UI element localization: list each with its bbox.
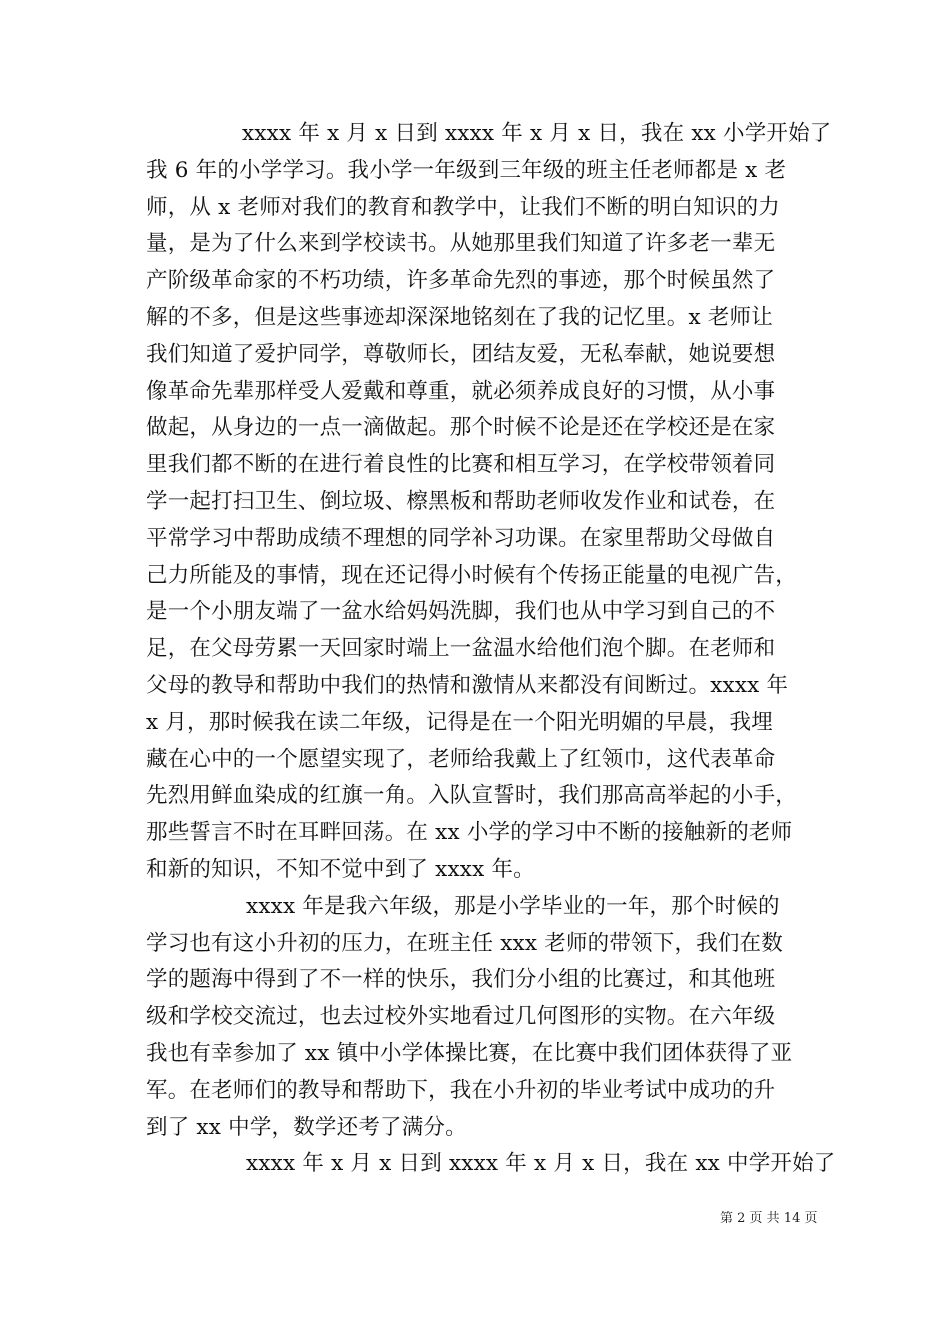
paragraph-3 <box>146 1146 836 1183</box>
text-line: 学习也有这小升初的压力，在班主任 xxx 老师的带领下，我们在数 <box>146 930 783 956</box>
text-line: 里我们都不断的在进行着良性的比赛和相互学习，在学校带领着同 <box>146 452 776 478</box>
page-number: 第 2 页 共 14 页 <box>720 1211 818 1226</box>
text-line: 师，从 x 老师对我们的教育和教学中，让我们不断的明白知识的力 <box>146 194 780 220</box>
text-line: xxxx 年 x 月 x 日到 xxxx 年 x 月 x 日，我在 xx 小学开始了 <box>242 121 832 146</box>
text-line: 级和学校交流过，也去过校外实地看过几何图形的实物。在六年级 <box>146 1004 776 1030</box>
text-line: 那些誓言不时在耳畔回荡。在 xx 小学的学习中不断的接触新的老师 <box>146 820 793 846</box>
text-line: 平常学习中帮助成绩不理想的同学补习功课。在家里帮助父母做自 <box>146 525 776 551</box>
text-line: 产阶级革命家的不朽功绩，许多革命先烈的事迹，那个时候虽然了 <box>146 268 776 294</box>
text-line: 像革命先辈那样受人爱戴和尊重，就必须养成良好的习惯，从小事 <box>146 378 776 404</box>
text-line: 足，在父母劳累一天回家时端上一盆温水给他们泡个脚。在老师和 <box>146 636 776 662</box>
text-line: 我 6 年的小学学习。我小学一年级到三年级的班主任老师都是 x 老 <box>146 157 787 183</box>
text-line: 是一个小朋友端了一盆水给妈妈洗脚，我们也从中学习到自己的不 <box>146 599 776 625</box>
text-line: 量，是为了什么来到学校读书。从她那里我们知道了许多老一辈无 <box>146 231 776 257</box>
text-line: 学一起打扫卫生、倒垃圾、檫黑板和帮助老师收发作业和试卷，在 <box>146 488 776 514</box>
text-line: 我也有幸参加了 xx 镇中小学体操比赛，在比赛中我们团体获得了亚 <box>146 1040 793 1066</box>
text-line: 先烈用鲜血染成的红旗一角。入队宣誓时，我们那高高举起的小手， <box>146 783 798 809</box>
paragraph-1 <box>146 116 832 889</box>
text-line: 父母的教导和帮助中我们的热情和激情从来都没有间断过。xxxx 年 <box>146 672 789 698</box>
text-line: xxxx 年 x 月 x 日到 xxxx 年 x 月 x 日，我在 xx 中学开始了 <box>246 1151 836 1177</box>
text-line: 和新的知识，不知不觉中到了 xxxx 年。 <box>146 856 535 882</box>
text-line: xxxx 年是我六年级，那是小学毕业的一年，那个时候的 <box>246 893 780 919</box>
text-line: x 月，那时候我在读二年级，记得是在一个阳光明媚的早晨，我埋 <box>146 709 773 735</box>
text-line: 学的题海中得到了不一样的快乐，我们分小组的比赛过，和其他班 <box>146 967 776 993</box>
text-line: 到了 xx 中学，数学还考了满分。 <box>146 1114 467 1140</box>
text-line: 做起，从身边的一点一滴做起。那个时候不论是还在学校还是在家 <box>146 415 776 441</box>
text-line: 军。在老师们的教导和帮助下，我在小升初的毕业考试中成功的升 <box>146 1077 776 1103</box>
paragraph-2 <box>146 889 808 1147</box>
text-line: 己力所能及的事情，现在还记得小时候有个传扬正能量的电视广告， <box>146 562 798 588</box>
text-line: 我们知道了爱护同学，尊敬师长，团结友爱，无私奉献，她说要想 <box>146 341 776 367</box>
text-line: 解的不多，但是这些事迹却深深地铭刻在了我的记忆里。x 老师让 <box>146 304 773 330</box>
body-text <box>146 116 836 1183</box>
text-line: 藏在心中的一个愿望实现了，老师给我戴上了红领巾，这代表革命 <box>146 746 776 772</box>
